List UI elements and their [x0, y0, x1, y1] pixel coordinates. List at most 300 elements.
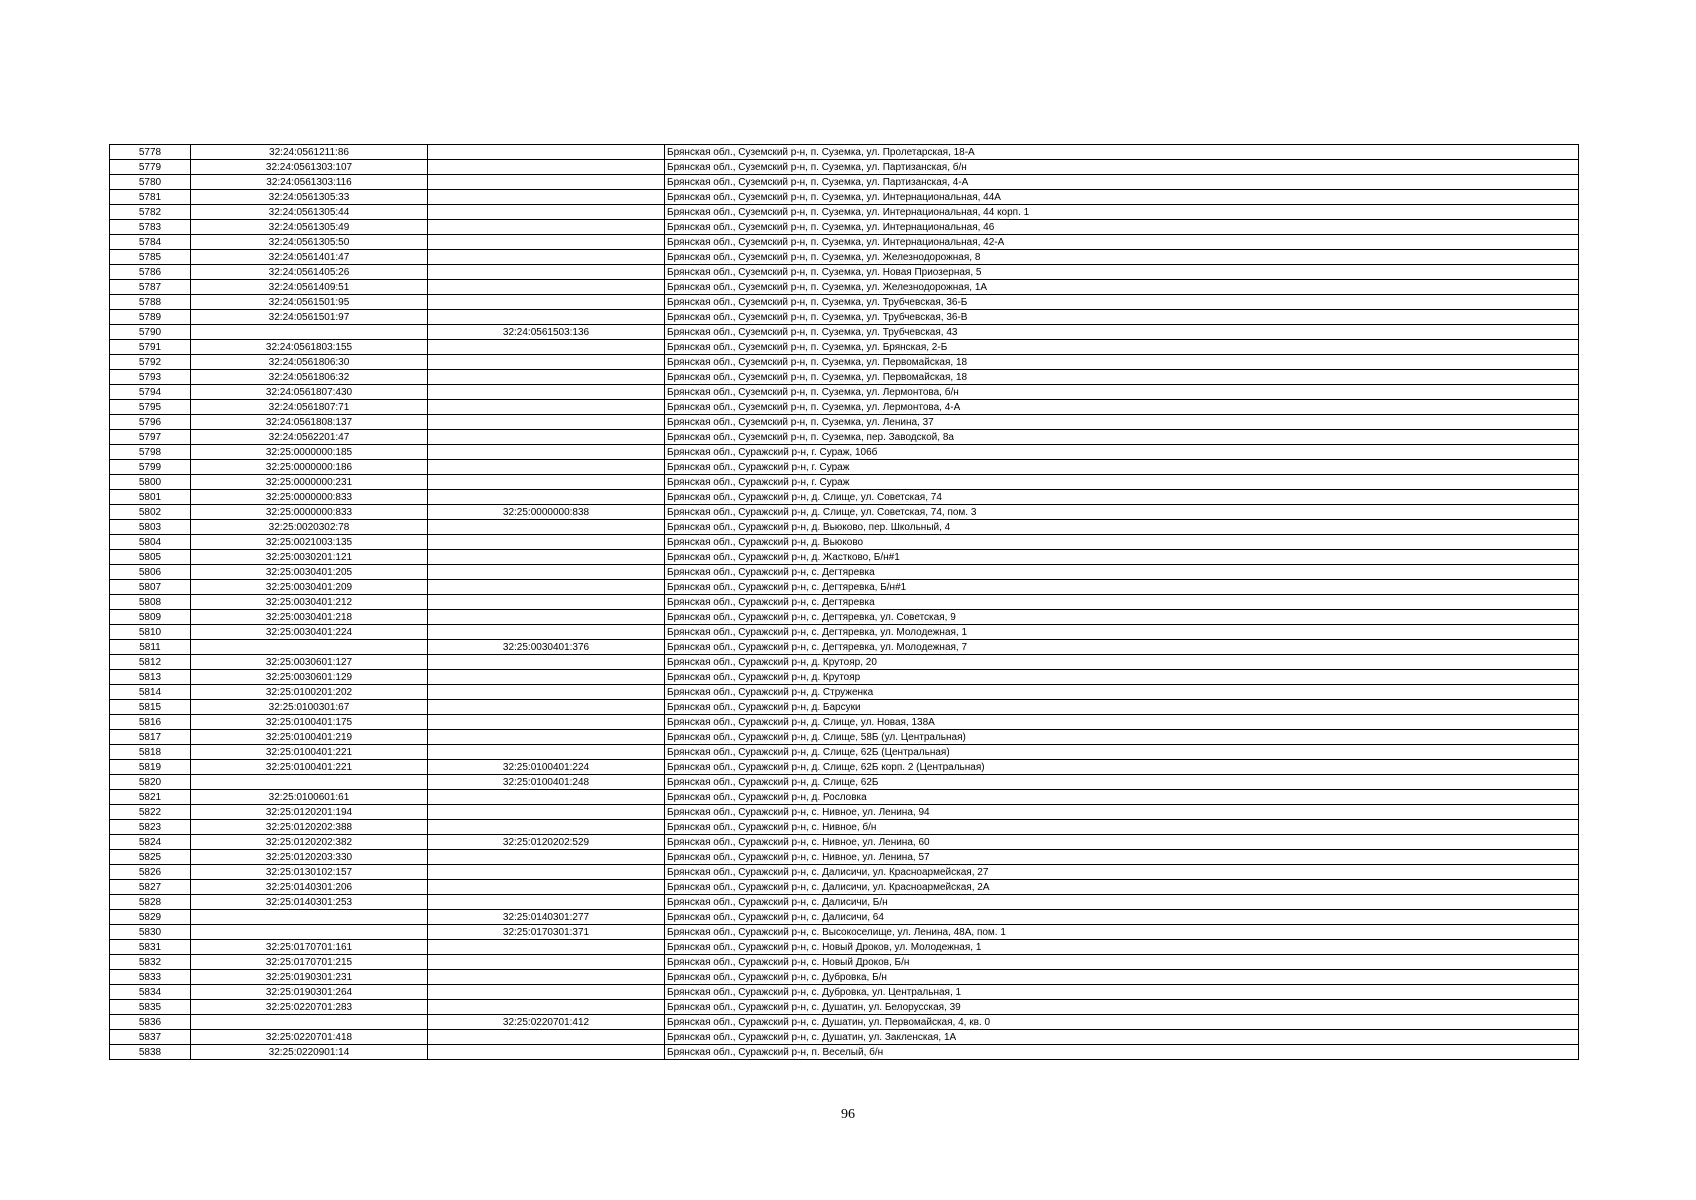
address-cell: Брянская обл., Суражский р-н, д. Крутояр, 20	[665, 655, 1579, 670]
row-number-cell: 5810	[110, 625, 191, 640]
secondary-cadastral-number-cell	[428, 610, 665, 625]
cadastral-number-cell: 32:24:0561807:71	[191, 400, 428, 415]
table-row	[110, 205, 1579, 220]
cadastral-number-cell: 32:24:0561806:30	[191, 355, 428, 370]
secondary-cadastral-number-cell	[428, 370, 665, 385]
row-number-cell: 5807	[110, 580, 191, 595]
secondary-cadastral-number-cell	[428, 865, 665, 880]
secondary-cadastral-number-cell: 32:25:0120202:529	[428, 835, 665, 850]
row-number-cell: 5806	[110, 565, 191, 580]
property-registry-table	[109, 144, 1579, 1060]
cadastral-number-cell: 32:25:0100401:221	[191, 745, 428, 760]
row-number-cell: 5815	[110, 700, 191, 715]
address-cell: Брянская обл., Суражский р-н, д. Слище, ул. Советская, 74, пом. 3	[665, 505, 1579, 520]
row-number-cell: 5795	[110, 400, 191, 415]
cadastral-number-cell: 32:25:0140301:206	[191, 880, 428, 895]
row-number-cell: 5784	[110, 235, 191, 250]
address-cell: Брянская обл., Суражский р-н, д. Барсуки	[665, 700, 1579, 715]
address-cell: Брянская обл., Суражский р-н, с. Дегтяревка, ул. Молодежная, 1	[665, 625, 1579, 640]
address-cell: Брянская обл., Суражский р-н, с. Дегтяревка, Б/н#1	[665, 580, 1579, 595]
table-row	[110, 655, 1579, 670]
table-row	[110, 505, 1579, 520]
secondary-cadastral-number-cell	[428, 430, 665, 445]
cadastral-number-cell: 32:25:0120202:388	[191, 820, 428, 835]
secondary-cadastral-number-cell: 32:24:0561503:136	[428, 325, 665, 340]
table-row	[110, 430, 1579, 445]
table-row	[110, 595, 1579, 610]
cadastral-number-cell	[191, 1015, 428, 1030]
address-cell: Брянская обл., Суражский р-н, с. Нивное, ул. Ленина, 94	[665, 805, 1579, 820]
address-cell: Брянская обл., Суземский р-н, п. Суземка, ул. Брянская, 2-Б	[665, 340, 1579, 355]
row-number-cell: 5828	[110, 895, 191, 910]
secondary-cadastral-number-cell	[428, 700, 665, 715]
table-row	[110, 355, 1579, 370]
address-cell: Брянская обл., Суземский р-н, п. Суземка, ул. Пролетарская, 18-А	[665, 145, 1579, 160]
table-row	[110, 910, 1579, 925]
row-number-cell: 5825	[110, 850, 191, 865]
address-cell: Брянская обл., Суражский р-н, с. Новый Дроков, ул. Молодежная, 1	[665, 940, 1579, 955]
row-number-cell: 5788	[110, 295, 191, 310]
row-number-cell: 5804	[110, 535, 191, 550]
table-row	[110, 985, 1579, 1000]
address-cell: Брянская обл., Суземский р-н, п. Суземка, ул. Интернациональная, 44 корп. 1	[665, 205, 1579, 220]
address-cell: Брянская обл., Суражский р-н, д. Вьюково, пер. Школьный, 4	[665, 520, 1579, 535]
row-number-cell: 5817	[110, 730, 191, 745]
row-number-cell: 5786	[110, 265, 191, 280]
cadastral-number-cell: 32:25:0130102:157	[191, 865, 428, 880]
row-number-cell: 5824	[110, 835, 191, 850]
cadastral-number-cell: 32:24:0561803:155	[191, 340, 428, 355]
cadastral-number-cell: 32:25:0030401:209	[191, 580, 428, 595]
secondary-cadastral-number-cell	[428, 490, 665, 505]
secondary-cadastral-number-cell	[428, 850, 665, 865]
row-number-cell: 5821	[110, 790, 191, 805]
secondary-cadastral-number-cell	[428, 685, 665, 700]
row-number-cell: 5800	[110, 475, 191, 490]
row-number-cell: 5782	[110, 205, 191, 220]
row-number-cell: 5823	[110, 820, 191, 835]
address-cell: Брянская обл., Суражский р-н, с. Дубровка, Б/н	[665, 970, 1579, 985]
address-cell: Брянская обл., Суражский р-н, д. Слище, 62Б	[665, 775, 1579, 790]
table-row	[110, 1000, 1579, 1015]
table-row	[110, 820, 1579, 835]
table-row	[110, 550, 1579, 565]
secondary-cadastral-number-cell	[428, 655, 665, 670]
address-cell: Брянская обл., Суземский р-н, п. Суземка, ул. Первомайская, 18	[665, 370, 1579, 385]
table-row	[110, 340, 1579, 355]
row-number-cell: 5781	[110, 190, 191, 205]
secondary-cadastral-number-cell	[428, 520, 665, 535]
address-cell: Брянская обл., Суражский р-н, с. Далисичи, ул. Красноармейская, 2А	[665, 880, 1579, 895]
secondary-cadastral-number-cell	[428, 955, 665, 970]
cadastral-number-cell	[191, 640, 428, 655]
row-number-cell: 5816	[110, 715, 191, 730]
table-row	[110, 325, 1579, 340]
row-number-cell: 5836	[110, 1015, 191, 1030]
address-cell: Брянская обл., Суражский р-н, д. Вьюково	[665, 535, 1579, 550]
cadastral-number-cell: 32:25:0030401:224	[191, 625, 428, 640]
table-row	[110, 805, 1579, 820]
cadastral-number-cell: 32:24:0561806:32	[191, 370, 428, 385]
row-number-cell: 5835	[110, 1000, 191, 1015]
secondary-cadastral-number-cell: 32:25:0000000:838	[428, 505, 665, 520]
cadastral-number-cell: 32:24:0561211:86	[191, 145, 428, 160]
cadastral-number-cell: 32:25:0100601:61	[191, 790, 428, 805]
row-number-cell: 5790	[110, 325, 191, 340]
row-number-cell: 5799	[110, 460, 191, 475]
table-row	[110, 1030, 1579, 1045]
row-number-cell: 5796	[110, 415, 191, 430]
row-number-cell: 5830	[110, 925, 191, 940]
secondary-cadastral-number-cell	[428, 1045, 665, 1060]
row-number-cell: 5814	[110, 685, 191, 700]
row-number-cell: 5833	[110, 970, 191, 985]
row-number-cell: 5811	[110, 640, 191, 655]
table-row	[110, 250, 1579, 265]
secondary-cadastral-number-cell: 32:25:0100401:224	[428, 760, 665, 775]
secondary-cadastral-number-cell: 32:25:0100401:248	[428, 775, 665, 790]
address-cell: Брянская обл., Суражский р-н, п. Веселый, б/н	[665, 1045, 1579, 1060]
row-number-cell: 5791	[110, 340, 191, 355]
row-number-cell: 5794	[110, 385, 191, 400]
address-cell: Брянская обл., Суражский р-н, с. Дегтяревка	[665, 565, 1579, 580]
table-row	[110, 190, 1579, 205]
table-row	[110, 145, 1579, 160]
table-row	[110, 400, 1579, 415]
cadastral-number-cell: 32:25:0030401:212	[191, 595, 428, 610]
secondary-cadastral-number-cell	[428, 145, 665, 160]
row-number-cell: 5812	[110, 655, 191, 670]
table-row	[110, 790, 1579, 805]
secondary-cadastral-number-cell	[428, 250, 665, 265]
page-number: 96	[841, 1107, 855, 1122]
registry-table-body	[110, 145, 1579, 1060]
table-row	[110, 445, 1579, 460]
secondary-cadastral-number-cell	[428, 205, 665, 220]
row-number-cell: 5802	[110, 505, 191, 520]
secondary-cadastral-number-cell	[428, 790, 665, 805]
address-cell: Брянская обл., Суземский р-н, п. Суземка, ул. Железнодорожная, 1А	[665, 280, 1579, 295]
row-number-cell: 5818	[110, 745, 191, 760]
table-row	[110, 670, 1579, 685]
cadastral-number-cell: 32:25:0000000:231	[191, 475, 428, 490]
address-cell: Брянская обл., Суземский р-н, п. Суземка, ул. Трубчевская, 36-Б	[665, 295, 1579, 310]
cadastral-number-cell: 32:25:0220701:283	[191, 1000, 428, 1015]
secondary-cadastral-number-cell	[428, 550, 665, 565]
table-row	[110, 610, 1579, 625]
row-number-cell: 5809	[110, 610, 191, 625]
secondary-cadastral-number-cell	[428, 220, 665, 235]
address-cell: Брянская обл., Суражский р-н, г. Сураж, 106б	[665, 445, 1579, 460]
cadastral-number-cell: 32:25:0000000:186	[191, 460, 428, 475]
address-cell: Брянская обл., Суражский р-н, д. Слище, 62Б корп. 2 (Центральная)	[665, 760, 1579, 775]
address-cell: Брянская обл., Суражский р-н, д. Струженка	[665, 685, 1579, 700]
cadastral-number-cell: 32:24:0561303:107	[191, 160, 428, 175]
cadastral-number-cell: 32:24:0561305:33	[191, 190, 428, 205]
row-number-cell: 5827	[110, 880, 191, 895]
row-number-cell: 5803	[110, 520, 191, 535]
row-number-cell: 5808	[110, 595, 191, 610]
table-row	[110, 280, 1579, 295]
address-cell: Брянская обл., Суземский р-н, п. Суземка, ул. Трубчевская, 36-В	[665, 310, 1579, 325]
table-row	[110, 580, 1579, 595]
address-cell: Брянская обл., Суземский р-н, п. Суземка, ул. Партизанская, 4-А	[665, 175, 1579, 190]
table-row	[110, 700, 1579, 715]
secondary-cadastral-number-cell	[428, 670, 665, 685]
table-row	[110, 565, 1579, 580]
secondary-cadastral-number-cell	[428, 1030, 665, 1045]
cadastral-number-cell: 32:25:0170701:161	[191, 940, 428, 955]
row-number-cell: 5793	[110, 370, 191, 385]
address-cell: Брянская обл., Суземский р-н, п. Суземка, ул. Трубчевская, 43	[665, 325, 1579, 340]
cadastral-number-cell: 32:25:0140301:253	[191, 895, 428, 910]
table-row	[110, 955, 1579, 970]
cadastral-number-cell: 32:24:0561501:95	[191, 295, 428, 310]
table-row	[110, 865, 1579, 880]
row-number-cell: 5797	[110, 430, 191, 445]
address-cell: Брянская обл., Суземский р-н, п. Суземка, ул. Интернациональная, 46	[665, 220, 1579, 235]
cadastral-number-cell: 32:25:0100401:221	[191, 760, 428, 775]
cadastral-number-cell: 32:25:0030401:205	[191, 565, 428, 580]
secondary-cadastral-number-cell	[428, 280, 665, 295]
secondary-cadastral-number-cell	[428, 160, 665, 175]
address-cell: Брянская обл., Суражский р-н, с. Далисичи, 64	[665, 910, 1579, 925]
address-cell: Брянская обл., Суражский р-н, с. Далисичи, ул. Красноармейская, 27	[665, 865, 1579, 880]
table-row	[110, 835, 1579, 850]
address-cell: Брянская обл., Суражский р-н, с. Нивное, ул. Ленина, 60	[665, 835, 1579, 850]
table-row	[110, 460, 1579, 475]
secondary-cadastral-number-cell	[428, 580, 665, 595]
table-row	[110, 235, 1579, 250]
cadastral-number-cell: 32:24:0562201:47	[191, 430, 428, 445]
row-number-cell: 5822	[110, 805, 191, 820]
cadastral-number-cell	[191, 325, 428, 340]
cadastral-number-cell	[191, 910, 428, 925]
table-row	[110, 1015, 1579, 1030]
cadastral-number-cell: 32:25:0170701:215	[191, 955, 428, 970]
secondary-cadastral-number-cell	[428, 295, 665, 310]
row-number-cell: 5785	[110, 250, 191, 265]
address-cell: Брянская обл., Суземский р-н, п. Суземка, ул. Партизанская, б/н	[665, 160, 1579, 175]
cadastral-number-cell: 32:25:0100401:219	[191, 730, 428, 745]
table-row	[110, 370, 1579, 385]
address-cell: Брянская обл., Суражский р-н, д. Слище, ул. Советская, 74	[665, 490, 1579, 505]
secondary-cadastral-number-cell: 32:25:0220701:412	[428, 1015, 665, 1030]
address-cell: Брянская обл., Суражский р-н, с. Далисичи, Б/н	[665, 895, 1579, 910]
cadastral-number-cell: 32:25:0120203:330	[191, 850, 428, 865]
table-row	[110, 775, 1579, 790]
table-row	[110, 940, 1579, 955]
row-number-cell: 5831	[110, 940, 191, 955]
address-cell: Брянская обл., Суземский р-н, п. Суземка, пер. Заводской, 8а	[665, 430, 1579, 445]
row-number-cell: 5805	[110, 550, 191, 565]
cadastral-number-cell: 32:25:0120202:382	[191, 835, 428, 850]
address-cell: Брянская обл., Суражский р-н, с. Дубровка, ул. Центральная, 1	[665, 985, 1579, 1000]
cadastral-number-cell: 32:25:0030601:129	[191, 670, 428, 685]
cadastral-number-cell: 32:25:0000000:833	[191, 505, 428, 520]
table-row	[110, 625, 1579, 640]
secondary-cadastral-number-cell	[428, 715, 665, 730]
address-cell: Брянская обл., Суражский р-н, с. Нивное, ул. Ленина, 57	[665, 850, 1579, 865]
cadastral-number-cell: 32:25:0120201:194	[191, 805, 428, 820]
row-number-cell: 5813	[110, 670, 191, 685]
address-cell: Брянская обл., Суземский р-н, п. Суземка, ул. Новая Приозерная, 5	[665, 265, 1579, 280]
table-row	[110, 175, 1579, 190]
table-row	[110, 715, 1579, 730]
secondary-cadastral-number-cell	[428, 475, 665, 490]
table-row	[110, 415, 1579, 430]
row-number-cell: 5792	[110, 355, 191, 370]
cadastral-number-cell: 32:25:0100201:202	[191, 685, 428, 700]
secondary-cadastral-number-cell: 32:25:0170301:371	[428, 925, 665, 940]
row-number-cell: 5829	[110, 910, 191, 925]
cadastral-number-cell: 32:24:0561305:49	[191, 220, 428, 235]
secondary-cadastral-number-cell	[428, 820, 665, 835]
cadastral-number-cell: 32:25:0100401:175	[191, 715, 428, 730]
cadastral-number-cell: 32:25:0220901:14	[191, 1045, 428, 1060]
cadastral-number-cell: 32:25:0100301:67	[191, 700, 428, 715]
row-number-cell: 5820	[110, 775, 191, 790]
address-cell: Брянская обл., Суражский р-н, с. Душатин, ул. Закленская, 1А	[665, 1030, 1579, 1045]
table-row	[110, 970, 1579, 985]
cadastral-number-cell: 32:24:0561807:430	[191, 385, 428, 400]
address-cell: Брянская обл., Суражский р-н, д. Слище, ул. Новая, 138А	[665, 715, 1579, 730]
address-cell: Брянская обл., Суражский р-н, д. Рословка	[665, 790, 1579, 805]
address-cell: Брянская обл., Суражский р-н, д. Слище, 58Б (ул. Центральная)	[665, 730, 1579, 745]
secondary-cadastral-number-cell	[428, 400, 665, 415]
address-cell: Брянская обл., Суражский р-н, с. Душатин, ул. Первомайская, 4, кв. 0	[665, 1015, 1579, 1030]
table-row	[110, 520, 1579, 535]
table-row	[110, 535, 1579, 550]
row-number-cell: 5832	[110, 955, 191, 970]
row-number-cell: 5798	[110, 445, 191, 460]
address-cell: Брянская обл., Суземский р-н, п. Суземка, ул. Лермонтова, 4-А	[665, 400, 1579, 415]
table-row	[110, 385, 1579, 400]
secondary-cadastral-number-cell	[428, 970, 665, 985]
secondary-cadastral-number-cell	[428, 460, 665, 475]
table-row	[110, 895, 1579, 910]
secondary-cadastral-number-cell	[428, 895, 665, 910]
cadastral-number-cell: 32:24:0561501:97	[191, 310, 428, 325]
address-cell: Брянская обл., Суражский р-н, д. Жастково, Б/н#1	[665, 550, 1579, 565]
cadastral-number-cell: 32:25:0190301:231	[191, 970, 428, 985]
secondary-cadastral-number-cell	[428, 805, 665, 820]
cadastral-number-cell: 32:24:0561305:44	[191, 205, 428, 220]
cadastral-number-cell: 32:24:0561305:50	[191, 235, 428, 250]
cadastral-number-cell	[191, 925, 428, 940]
address-cell: Брянская обл., Суражский р-н, с. Нивное, б/н	[665, 820, 1579, 835]
table-row	[110, 745, 1579, 760]
table-row	[110, 295, 1579, 310]
address-cell: Брянская обл., Суземский р-н, п. Суземка, ул. Первомайская, 18	[665, 355, 1579, 370]
cadastral-number-cell: 32:25:0030201:121	[191, 550, 428, 565]
cadastral-number-cell: 32:25:0020302:78	[191, 520, 428, 535]
row-number-cell: 5779	[110, 160, 191, 175]
cadastral-number-cell: 32:24:0561808:137	[191, 415, 428, 430]
row-number-cell: 5801	[110, 490, 191, 505]
row-number-cell: 5787	[110, 280, 191, 295]
secondary-cadastral-number-cell	[428, 415, 665, 430]
row-number-cell: 5819	[110, 760, 191, 775]
table-row	[110, 730, 1579, 745]
cadastral-number-cell: 32:24:0561401:47	[191, 250, 428, 265]
address-cell: Брянская обл., Суражский р-н, д. Крутояр	[665, 670, 1579, 685]
row-number-cell: 5783	[110, 220, 191, 235]
cadastral-number-cell: 32:25:0021003:135	[191, 535, 428, 550]
row-number-cell: 5837	[110, 1030, 191, 1045]
address-cell: Брянская обл., Суражский р-н, с. Дегтяревка	[665, 595, 1579, 610]
address-cell: Брянская обл., Суражский р-н, с. Новый Дроков, Б/н	[665, 955, 1579, 970]
cadastral-number-cell: 32:25:0030601:127	[191, 655, 428, 670]
table-row	[110, 685, 1579, 700]
secondary-cadastral-number-cell	[428, 985, 665, 1000]
secondary-cadastral-number-cell	[428, 175, 665, 190]
address-cell: Брянская обл., Суражский р-н, д. Слище, 62Б (Центральная)	[665, 745, 1579, 760]
secondary-cadastral-number-cell	[428, 745, 665, 760]
row-number-cell: 5838	[110, 1045, 191, 1060]
row-number-cell: 5826	[110, 865, 191, 880]
secondary-cadastral-number-cell	[428, 880, 665, 895]
row-number-cell: 5778	[110, 145, 191, 160]
cadastral-number-cell	[191, 775, 428, 790]
cadastral-number-cell: 32:25:0000000:185	[191, 445, 428, 460]
table-row	[110, 760, 1579, 775]
cadastral-number-cell: 32:24:0561409:51	[191, 280, 428, 295]
cadastral-number-cell: 32:25:0000000:833	[191, 490, 428, 505]
secondary-cadastral-number-cell	[428, 355, 665, 370]
cadastral-number-cell: 32:25:0030401:218	[191, 610, 428, 625]
secondary-cadastral-number-cell: 32:25:0140301:277	[428, 910, 665, 925]
address-cell: Брянская обл., Суражский р-н, с. Душатин, ул. Белорусская, 39	[665, 1000, 1579, 1015]
table-row	[110, 160, 1579, 175]
secondary-cadastral-number-cell	[428, 535, 665, 550]
table-row	[110, 1045, 1579, 1060]
secondary-cadastral-number-cell	[428, 595, 665, 610]
address-cell: Брянская обл., Суражский р-н, с. Дегтяревка, ул. Молодежная, 7	[665, 640, 1579, 655]
address-cell: Брянская обл., Суземский р-н, п. Суземка, ул. Лермонтова, б/н	[665, 385, 1579, 400]
secondary-cadastral-number-cell	[428, 235, 665, 250]
table-row	[110, 265, 1579, 280]
cadastral-number-cell: 32:24:0561405:26	[191, 265, 428, 280]
table-row	[110, 475, 1579, 490]
table-row	[110, 310, 1579, 325]
address-cell: Брянская обл., Суземский р-н, п. Суземка, ул. Интернациональная, 44А	[665, 190, 1579, 205]
secondary-cadastral-number-cell	[428, 565, 665, 580]
cadastral-number-cell: 32:25:0190301:264	[191, 985, 428, 1000]
secondary-cadastral-number-cell	[428, 1000, 665, 1015]
cadastral-number-cell: 32:24:0561303:116	[191, 175, 428, 190]
row-number-cell: 5780	[110, 175, 191, 190]
table-row	[110, 640, 1579, 655]
address-cell: Брянская обл., Суземский р-н, п. Суземка, ул. Интернациональная, 42-А	[665, 235, 1579, 250]
secondary-cadastral-number-cell	[428, 445, 665, 460]
secondary-cadastral-number-cell	[428, 940, 665, 955]
table-row	[110, 220, 1579, 235]
address-cell: Брянская обл., Суземский р-н, п. Суземка, ул. Железнодорожная, 8	[665, 250, 1579, 265]
secondary-cadastral-number-cell	[428, 625, 665, 640]
secondary-cadastral-number-cell	[428, 730, 665, 745]
secondary-cadastral-number-cell	[428, 310, 665, 325]
secondary-cadastral-number-cell	[428, 265, 665, 280]
row-number-cell: 5834	[110, 985, 191, 1000]
address-cell: Брянская обл., Суражский р-н, с. Дегтяревка, ул. Советская, 9	[665, 610, 1579, 625]
secondary-cadastral-number-cell	[428, 340, 665, 355]
table-row	[110, 850, 1579, 865]
address-cell: Брянская обл., Суражский р-н, г. Сураж	[665, 460, 1579, 475]
address-cell: Брянская обл., Суземский р-н, п. Суземка, ул. Ленина, 37	[665, 415, 1579, 430]
address-cell: Брянская обл., Суражский р-н, с. Высокоселище, ул. Ленина, 48А, пом. 1	[665, 925, 1579, 940]
secondary-cadastral-number-cell	[428, 385, 665, 400]
